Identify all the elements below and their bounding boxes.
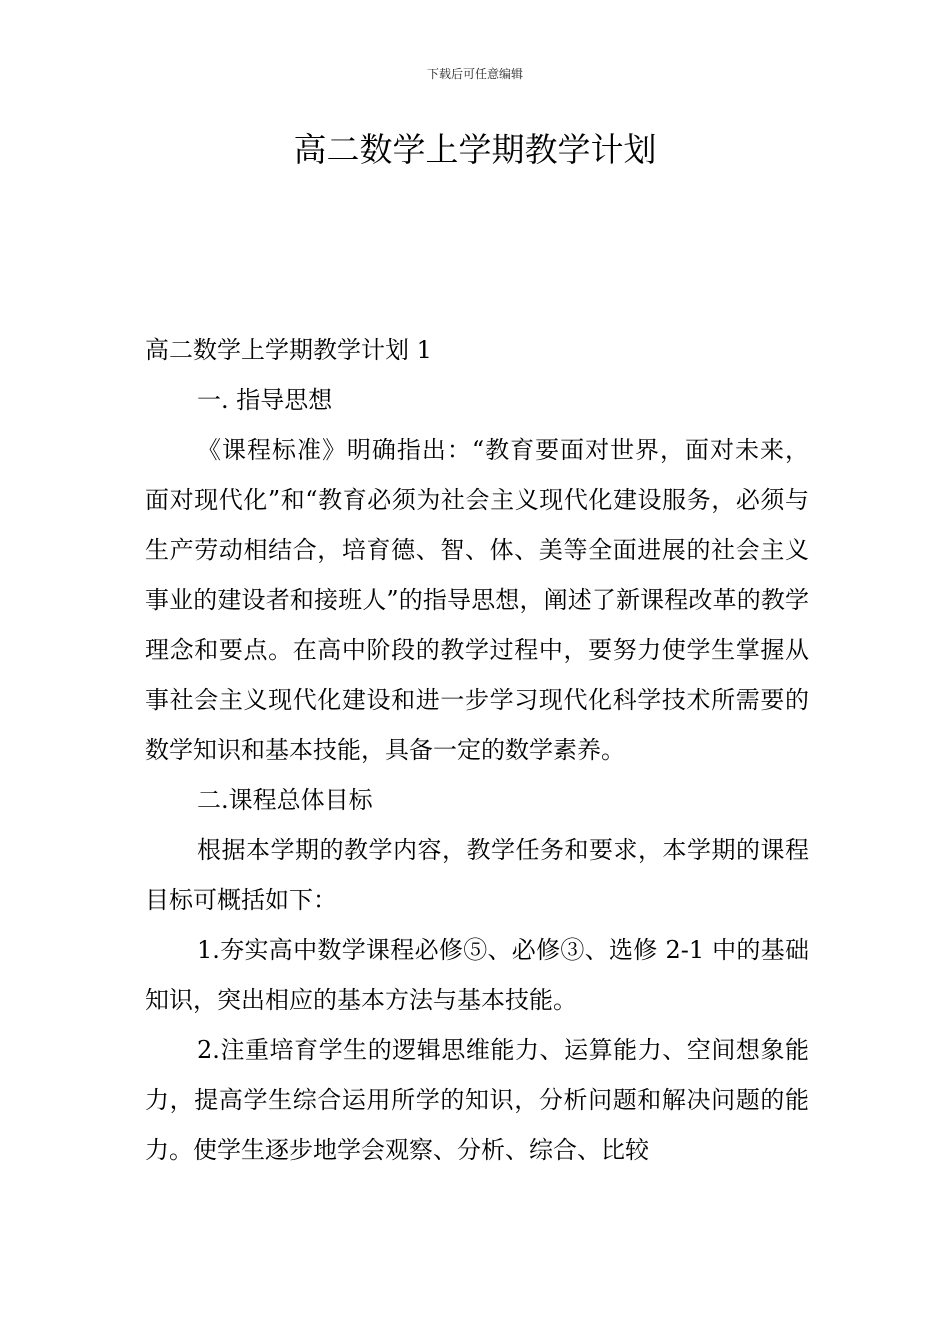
body-paragraph: 根据本学期的教学内容，教学任务和要求，本学期的课程目标可概括如下：: [145, 836, 809, 914]
document-title: 高二数学上学期教学计划: [293, 130, 657, 169]
body-paragraph: 《课程标准》明确指出：“教育要面对世界，面对未来，面对现代化”和“教育必须为社会主义现代化建设服务，必须与生产劳动相结合，培育德、智、体、美等全面进展的社会主义事业的建设者和接班人”的指导思想，阐述了新课程改革的教学理念和要点。在高中阶段的教学过程中，要努力使学生掌握从事社会主义现代化建设和进一步学习现代化科学技术所需要的数学知识和基本技能，具备一定的数学素养。: [145, 436, 809, 764]
subsection-heading: 二.课程总体目标: [197, 786, 373, 814]
section-heading: 高二数学上学期教学计划 1: [145, 336, 432, 364]
list-item: 2.注重培育学生的逻辑思维能力、运算能力、空间想象能力，提高学生综合运用所学的知识，分析问题和解决问题的能力。使学生逐步地学会观察、分析、综合、比较: [145, 1036, 809, 1164]
header-note: 下载后可任意编辑: [426, 67, 523, 81]
list-item: 1.夯实高中数学课程必修⑤、必修③、选修 2-1 中的基础知识，突出相应的基本方法与基本技能。: [145, 936, 809, 1014]
document-body: [145, 325, 809, 1175]
subsection-heading: 一. 指导思想: [197, 386, 333, 414]
